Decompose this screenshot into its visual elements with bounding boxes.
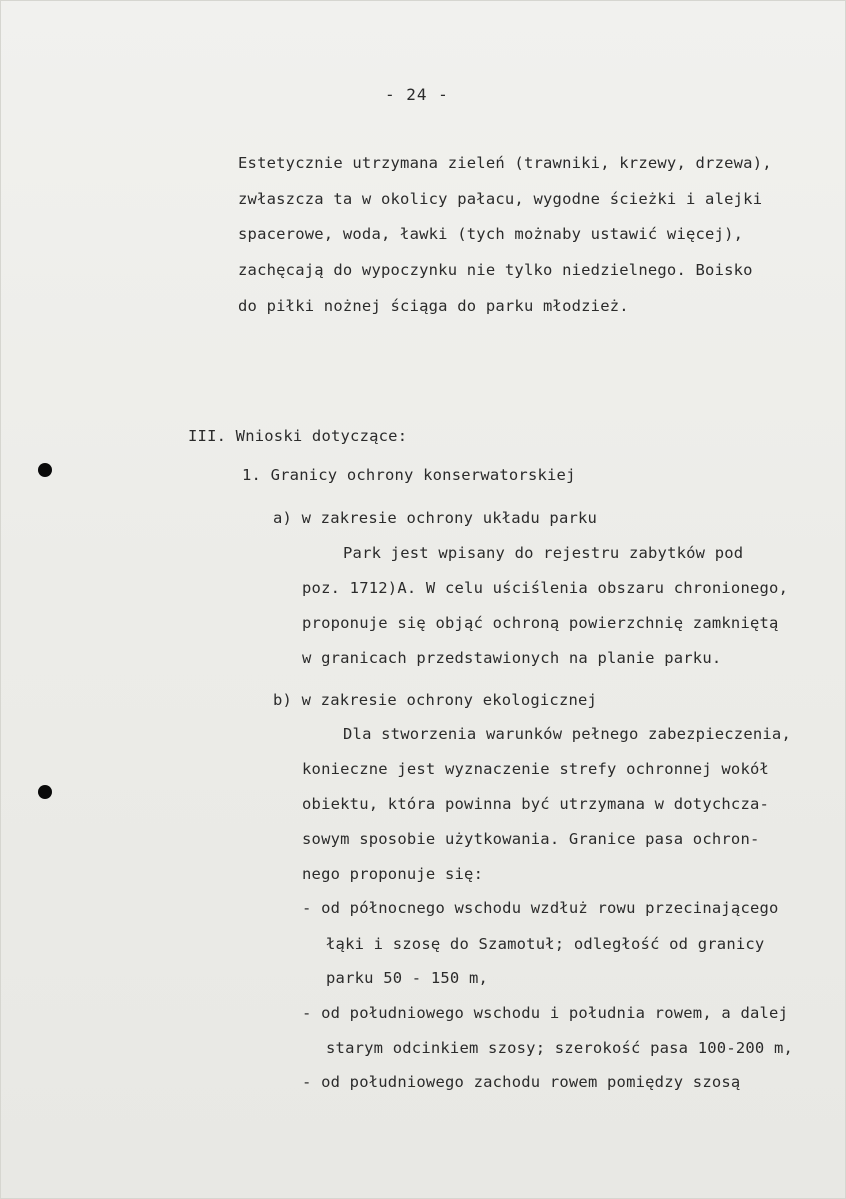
paragraph-line: zwłaszcza ta w okolicy pałacu, wygodne ścieżki i alejki	[238, 190, 763, 208]
item-b-line: konieczne jest wyznaczenie strefy ochronnej wokół	[302, 760, 770, 778]
item-a-line: Park jest wpisany do rejestru zabytków pod	[343, 544, 744, 562]
bullet-line: - od południowego zachodu rowem pomiędzy szosą	[302, 1073, 741, 1091]
item-b-line: obiektu, która powinna być utrzymana w dotychcza-	[302, 795, 770, 813]
bullet-line: - od północnego wschodu wzdłuż rowu przecinającego	[302, 899, 779, 917]
punch-hole-top	[38, 463, 52, 477]
item-a-line: w granicach przedstawionych na planie parku.	[302, 649, 722, 667]
item-a-line: proponuje się objąć ochroną powierzchnię zamkniętą	[302, 614, 779, 632]
page-number: - 24 -	[385, 85, 449, 104]
item-a-line: poz. 1712)A. W celu uściślenia obszaru chronionego,	[302, 579, 789, 597]
bullet-line: parku 50 - 150 m,	[326, 969, 489, 987]
paragraph-line: do piłki nożnej ściąga do parku młodzież.	[238, 297, 629, 315]
item-a-heading: a) w zakresie ochrony układu parku	[273, 509, 598, 527]
item-b-line: nego proponuje się:	[302, 865, 484, 883]
subsection-heading: 1. Granicy ochrony konserwatorskiej	[242, 466, 576, 484]
paragraph-line: spacerowe, woda, ławki (tych możnaby ustawić więcej),	[238, 225, 744, 243]
paragraph-line: zachęcają do wypoczynku nie tylko niedzielnego. Boisko	[238, 261, 753, 279]
punch-hole-bottom	[38, 785, 52, 799]
item-b-line: Dla stworzenia warunków pełnego zabezpieczenia,	[343, 725, 791, 743]
bullet-line: łąki i szosę do Szamotuł; odległość od granicy	[326, 935, 765, 953]
section-heading: III. Wnioski dotyczące:	[188, 427, 408, 445]
paragraph-line: Estetycznie utrzymana zieleń (trawniki, krzewy, drzewa),	[238, 154, 772, 172]
bullet-line: - od południowego wschodu i południa rowem, a dalej	[302, 1004, 789, 1022]
item-b-heading: b) w zakresie ochrony ekologicznej	[273, 691, 598, 709]
item-b-line: sowym sposobie użytkowania. Granice pasa ochron-	[302, 830, 760, 848]
bullet-line: starym odcinkiem szosy; szerokość pasa 100-200 m,	[326, 1039, 794, 1057]
